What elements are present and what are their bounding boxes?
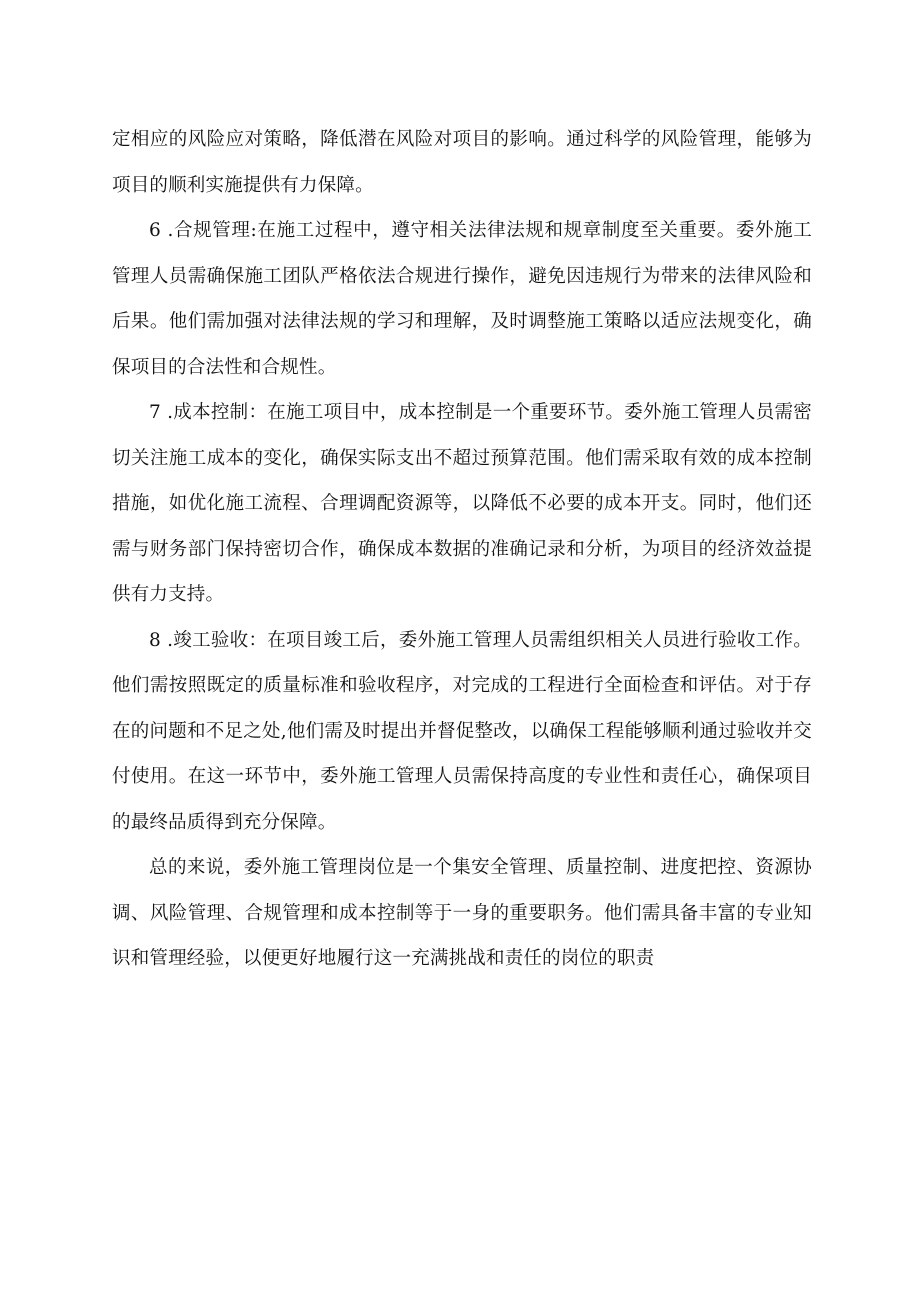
paragraph-compliance: 6 .合规管理:在施工过程中，遵守相关法律法规和规章制度至关重要。委外施工管理人员需确保施工团队严格依法合规进行操作，避免因违规行为带来的法律风险和后果。他们需加强对法律法规的学习和理解，及时调整施工策略以适应法规变化，确保项目的合法性和合规性。 (112, 220, 812, 378)
paragraph-acceptance: 8 .竣工验收：在项目竣工后，委外施工管理人员需组织相关人员进行验收工作。他们需按照既定的质量标准和验收程序，对完成的工程进行全面检查和评估。对于存在的问题和不足之处,他们需及时提出并督促整改，以确保工程能够顺利通过验收并交付使用。在这一环节中，委外施工管理人员需保持高度的专业性和责任心，确保项目的最终品质得到充分保障。 (112, 629, 812, 833)
paragraph-risk-continued: 定相应的风险应对策略，降低潜在风险对项目的影响。通过科学的风险管理，能够为项目的顺利实施提供有力保障。 (112, 129, 812, 196)
document-body (112, 117, 812, 982)
paragraph-summary: 总的来说，委外施工管理岗位是一个集安全管理、质量控制、进度把控、资源协调、风险管理、合规管理和成本控制等于一身的重要职务。他们需具备丰富的专业知识和管理经验，以便更好地履行这一充满挑战和责任的岗位的职责 (112, 857, 812, 969)
paragraph-cost-control: 7 .成本控制：在施工项目中，成本控制是一个重要环节。委外施工管理人员需密切关注施工成本的变化，确保实际支出不超过预算范围。他们需采取有效的成本控制措施，如优化施工流程、合理调配资源等，以降低不必要的成本开支。同时，他们还需与财务部门保持密切合作，确保成本数据的准确记录和分析，为项目的经济效益提供有力支持。 (112, 402, 812, 605)
